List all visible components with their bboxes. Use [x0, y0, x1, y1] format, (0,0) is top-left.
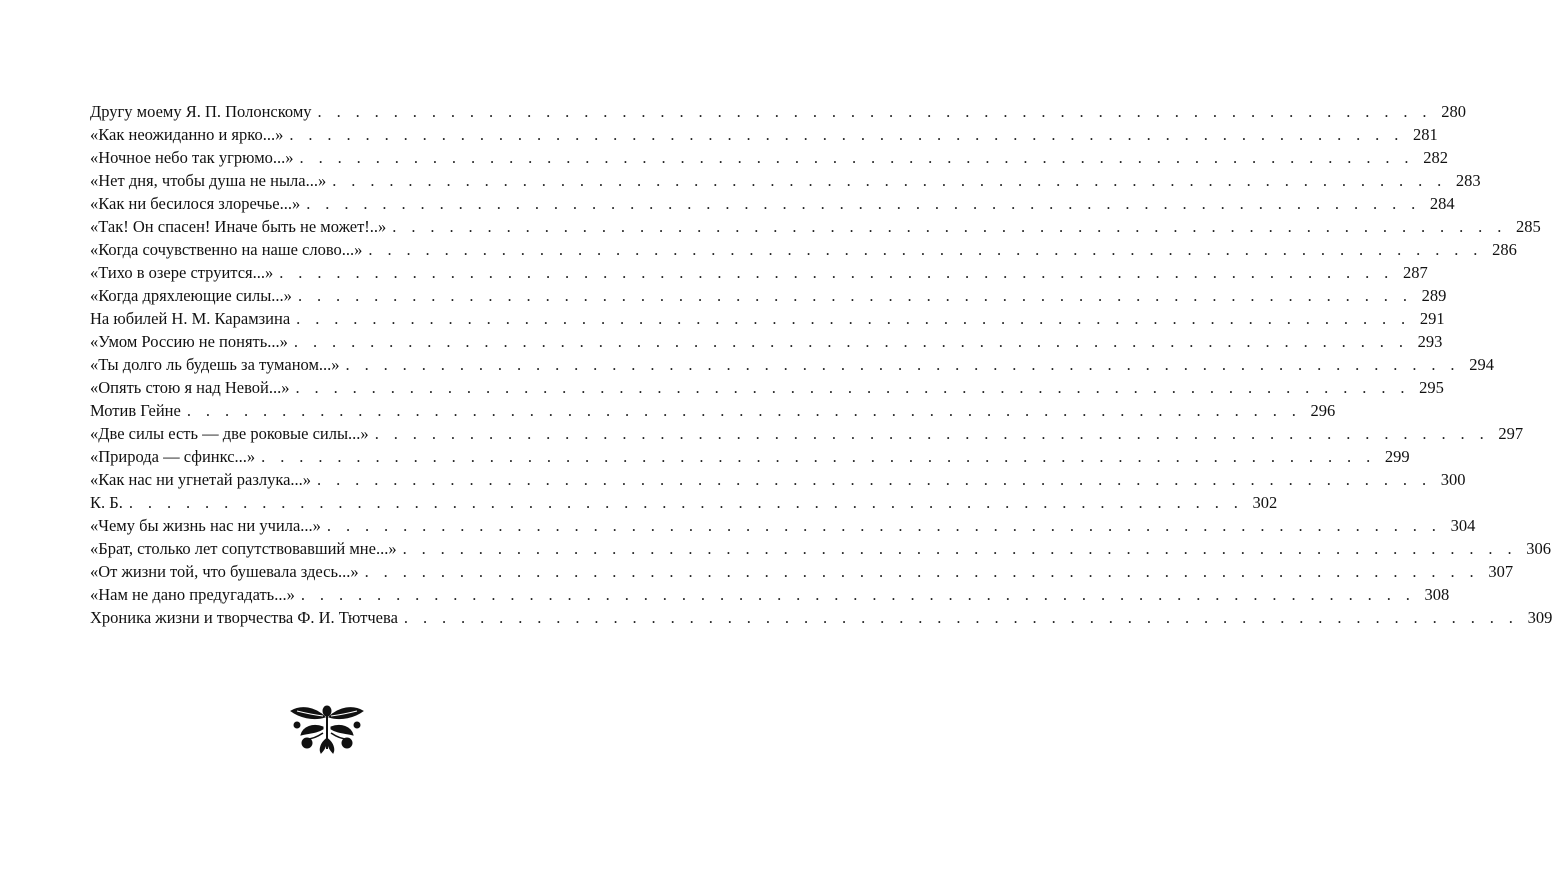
toc-entry-title: «Нам не дано предугадать...» — [90, 585, 295, 604]
toc-entry[interactable] — [90, 606, 1552, 629]
toc-entry-title: «Тихо в озере струится...» — [90, 263, 274, 282]
toc-entry[interactable] — [90, 284, 1447, 307]
dot-leader: . . . . . . . . . . . . . . . . . . . . . . . . . . . . . . . . . . . . . . . . . . . . . . . . . . . . . . . . . . . — [392, 217, 1507, 236]
toc-entry-page: 306 — [1526, 539, 1552, 558]
toc-entry[interactable] — [90, 123, 1438, 146]
toc-entry-page: 309 — [1527, 608, 1552, 627]
table-of-contents — [90, 100, 1552, 629]
dot-leader: . . . . . . . . . . . . . . . . . . . . . . . . . . . . . . . . . . . . . . . . . . . . . . . . . . . . . . . . . . . — [402, 539, 1518, 558]
toc-entry[interactable] — [90, 445, 1410, 468]
dot-leader: . . . . . . . . . . . . . . . . . . . . . . . . . . . . . . . . . . . . . . . . . . . . . . . . . . . . . . . . . . . — [374, 424, 1490, 443]
toc-entry-page: 307 — [1488, 562, 1514, 581]
toc-entry[interactable] — [90, 560, 1514, 583]
toc-entry-page: 281 — [1413, 125, 1438, 144]
toc-entry[interactable] — [90, 261, 1428, 284]
toc-entry-page: 294 — [1469, 355, 1494, 374]
dot-leader: . . . . . . . . . . . . . . . . . . . . . . . . . . . . . . . . . . . . . . . . . . . . . . . . . . . . . . . . . . . — [293, 332, 1409, 351]
toc-entry-title: «Чему бы жизнь нас ни учила...» — [90, 516, 321, 535]
dot-leader: . . . . . . . . . . . . . . . . . . . . . . . . . . . . . . . . . . . . . . . . . . . . . . . . . . . . . . . . . . . — [364, 562, 1480, 581]
toc-entry-page: 291 — [1419, 309, 1445, 328]
toc-entry-page: 300 — [1440, 470, 1466, 489]
toc-entry[interactable] — [90, 330, 1443, 353]
dot-leader: . . . . . . . . . . . . . . . . . . . . . . . . . . . . . . . . . . . . . . . . . . . . . . . . . . . . . . . . . . . — [368, 240, 1483, 259]
toc-entry-page: 283 — [1455, 171, 1481, 190]
dot-leader: . . . . . . . . . . . . . . . . . . . . . . . . . . . . . . . . . . . . . . . . . . . . . . . . . . . . . . . . . . . — [261, 447, 1376, 466]
dot-leader: . . . . . . . . . . . . . . . . . . . . . . . . . . . . . . . . . . . . . . . . . . . . . . . . . . . . . . . . . . . — [128, 493, 1244, 512]
toc-entry-page: 293 — [1417, 332, 1443, 351]
toc-entry-title: «Брат, столько лет сопутствовавший мне...» — [90, 539, 397, 558]
toc-entry-title: На юбилей Н. М. Карамзина — [90, 309, 291, 328]
toc-entry-page: 289 — [1421, 286, 1447, 305]
toc-entry[interactable] — [90, 169, 1481, 192]
toc-entry-title: Другу моему Я. П. Полонскому — [90, 102, 312, 121]
toc-entry-title: Мотив Гейне — [90, 401, 181, 420]
toc-entry[interactable] — [90, 537, 1552, 560]
toc-entry-page: 286 — [1492, 240, 1517, 259]
dot-leader: . . . . . . . . . . . . . . . . . . . . . . . . . . . . . . . . . . . . . . . . . . . . . . . . . . . . . . . . . . . — [297, 286, 1413, 305]
dot-leader: . . . . . . . . . . . . . . . . . . . . . . . . . . . . . . . . . . . . . . . . . . . . . . . . . . . . . . . . . . . — [326, 516, 1442, 535]
dot-leader: . . . . . . . . . . . . . . . . . . . . . . . . . . . . . . . . . . . . . . . . . . . . . . . . . . . . . . . . . . . — [403, 608, 1519, 627]
toc-entry[interactable] — [90, 376, 1444, 399]
toc-entry-page: 284 — [1429, 194, 1455, 213]
toc-entry[interactable] — [90, 399, 1336, 422]
toc-entry[interactable] — [90, 307, 1445, 330]
toc-entry-title: «Когда сочувственно на наше слово...» — [90, 240, 363, 259]
dot-leader: . . . . . . . . . . . . . . . . . . . . . . . . . . . . . . . . . . . . . . . . . . . . . . . . . . . . . . . . . . . — [289, 125, 1404, 144]
dot-leader: . . . . . . . . . . . . . . . . . . . . . . . . . . . . . . . . . . . . . . . . . . . . . . . . . . . . . . . . . . . — [279, 263, 1394, 282]
toc-entry-title: «Как ни бесилося злоречье...» — [90, 194, 301, 213]
toc-entry[interactable] — [90, 100, 1466, 123]
toc-entry-title: Хроника жизни и творчества Ф. И. Тютчева — [90, 608, 398, 627]
dot-leader: . . . . . . . . . . . . . . . . . . . . . . . . . . . . . . . . . . . . . . . . . . . . . . . . . . . . . . . . . . . — [186, 401, 1302, 420]
toc-entry[interactable] — [90, 491, 1278, 514]
toc-entry[interactable] — [90, 468, 1466, 491]
floral-vignette-icon — [285, 703, 369, 755]
dot-leader: . . . . . . . . . . . . . . . . . . . . . . . . . . . . . . . . . . . . . . . . . . . . . . . . . . . . . . . . . . . — [306, 194, 1421, 213]
toc-entry-page: 297 — [1498, 424, 1524, 443]
dot-leader: . . . . . . . . . . . . . . . . . . . . . . . . . . . . . . . . . . . . . . . . . . . . . . . . . . . . . . . . . . . — [345, 355, 1460, 374]
toc-entry[interactable] — [90, 238, 1517, 261]
toc-entry-title: «Ночное небо так угрюмо...» — [90, 148, 294, 167]
dot-leader: . . . . . . . . . . . . . . . . . . . . . . . . . . . . . . . . . . . . . . . . . . . . . . . . . . . . . . . . . . . — [296, 309, 1411, 328]
toc-entry[interactable] — [90, 422, 1524, 445]
toc-entry-title: «Как нас ни угнетай разлука...» — [90, 470, 312, 489]
toc-entry[interactable] — [90, 192, 1455, 215]
toc-entry[interactable] — [90, 353, 1494, 376]
toc-entry-page: 285 — [1515, 217, 1541, 236]
toc-entry-title: «Ты долго ль будешь за туманом...» — [90, 355, 340, 374]
toc-entry[interactable] — [90, 583, 1450, 606]
dot-leader: . . . . . . . . . . . . . . . . . . . . . . . . . . . . . . . . . . . . . . . . . . . . . . . . . . . . . . . . . . . — [295, 378, 1410, 397]
toc-entry-page: 282 — [1423, 148, 1448, 167]
dot-leader: . . . . . . . . . . . . . . . . . . . . . . . . . . . . . . . . . . . . . . . . . . . . . . . . . . . . . . . . . . . — [317, 102, 1432, 121]
toc-entry-title: «Нет дня, чтобы душа не ныла...» — [90, 171, 327, 190]
dot-leader: . . . . . . . . . . . . . . . . . . . . . . . . . . . . . . . . . . . . . . . . . . . . . . . . . . . . . . . . . . . — [300, 585, 1416, 604]
toc-entry-title: К. Б. — [90, 493, 123, 512]
toc-entry-title: «Так! Он спасен! Иначе быть не может!..» — [90, 217, 387, 236]
toc-entry-page: 296 — [1310, 401, 1336, 420]
toc-entry-title: «Умом Россию не понять...» — [90, 332, 288, 351]
toc-entry[interactable] — [90, 514, 1476, 537]
dot-leader: . . . . . . . . . . . . . . . . . . . . . . . . . . . . . . . . . . . . . . . . . . . . . . . . . . . . . . . . . . . — [299, 148, 1414, 167]
toc-entry-page: 280 — [1441, 102, 1466, 121]
toc-entry-title: «Две силы есть — две роковые силы...» — [90, 424, 369, 443]
toc-entry[interactable] — [90, 146, 1448, 169]
toc-entry-page: 304 — [1450, 516, 1476, 535]
toc-entry-title: «Природа — сфинкс...» — [90, 447, 256, 466]
toc-entry-title: «Как неожиданно и ярко...» — [90, 125, 284, 144]
toc-entry[interactable] — [90, 215, 1541, 238]
toc-entry-page: 287 — [1402, 263, 1428, 282]
toc-entry-title: «Опять стою я над Невой...» — [90, 378, 290, 397]
dot-leader: . . . . . . . . . . . . . . . . . . . . . . . . . . . . . . . . . . . . . . . . . . . . . . . . . . . . . . . . . . . — [317, 470, 1432, 489]
toc-entry-page: 295 — [1419, 378, 1444, 397]
toc-entry-page: 302 — [1252, 493, 1278, 512]
toc-entry-page: 299 — [1384, 447, 1410, 466]
toc-entry-page: 308 — [1424, 585, 1450, 604]
toc-entry-title: «Когда дряхлеющие силы...» — [90, 286, 292, 305]
dot-leader: . . . . . . . . . . . . . . . . . . . . . . . . . . . . . . . . . . . . . . . . . . . . . . . . . . . . . . . . . . . — [332, 171, 1447, 190]
toc-entry-title: «От жизни той, что бушевала здесь...» — [90, 562, 359, 581]
